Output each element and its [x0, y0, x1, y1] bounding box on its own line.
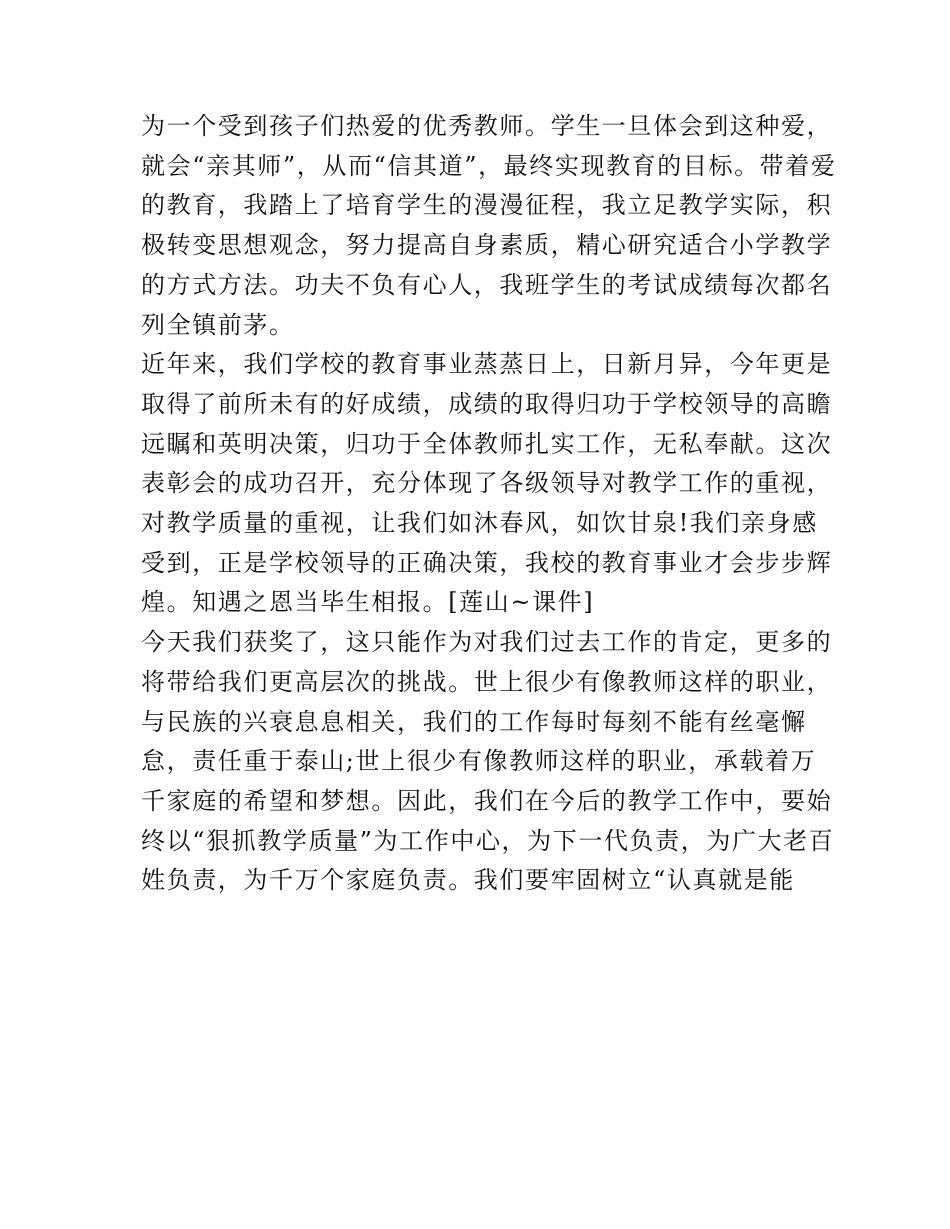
text-line: 煌。知遇之恩当毕生相报。[莲山~课件] — [141, 588, 595, 617]
text-line: 姓负责，为千万个家庭负责。我们要牢固树立“认真就是能 — [141, 866, 795, 895]
text-line: 近年来，我们学校的教育事业蒸蒸日上，日新月异，今年更是 — [141, 350, 833, 379]
text-line: 将带给我们更高层次的挑战。世上很少有像教师这样的职业， — [141, 667, 833, 696]
document-body — [141, 107, 837, 901]
text-line: 终以“狠抓教学质量”为工作中心，为下一代负责，为广大老百 — [141, 826, 835, 855]
text-line: 表彰会的成功召开，充分体现了各级领导对教学工作的重视， — [141, 469, 833, 498]
text-line: 千家庭的希望和梦想。因此，我们在今后的教学工作中，要始 — [141, 786, 833, 815]
text-line: 极转变思想观念，努力提高自身素质，精心研究适合小学教学 — [141, 231, 833, 260]
text-line: 就会“亲其师”，从而“信其道”，最终实现教育的目标。带着爱 — [141, 151, 837, 180]
text-line: 取得了前所未有的好成绩，成绩的取得归功于学校领导的高瞻 — [141, 389, 833, 418]
text-line: 对教学质量的重视，让我们如沐春风，如饮甘泉!我们亲身感 — [141, 509, 818, 538]
text-line: 与民族的兴衰息息相关，我们的工作每时每刻不能有丝毫懈 — [141, 707, 807, 736]
text-line: 列全镇前茅。 — [141, 310, 295, 339]
text-line: 为一个受到孩子们热爱的优秀教师。学生一旦体会到这种爱， — [141, 112, 833, 140]
text-line: 怠，责任重于泰山;世上很少有像教师这样的职业，承载着万 — [141, 747, 817, 776]
text-line: 远瞩和英明决策，归功于全体教师扎实工作，无私奉献。这次 — [141, 429, 833, 458]
text-line: 的教育，我踏上了培育学生的漫漫征程，我立足教学实际，积 — [141, 191, 833, 220]
text-line: 今天我们获奖了，这只能作为对我们过去工作的肯定，更多的 — [141, 628, 833, 657]
text-line: 受到，正是学校领导的正确决策，我校的教育事业才会步步辉 — [141, 548, 833, 577]
text-line: 的方式方法。功夫不负有心人，我班学生的考试成绩每次都名 — [141, 270, 833, 299]
